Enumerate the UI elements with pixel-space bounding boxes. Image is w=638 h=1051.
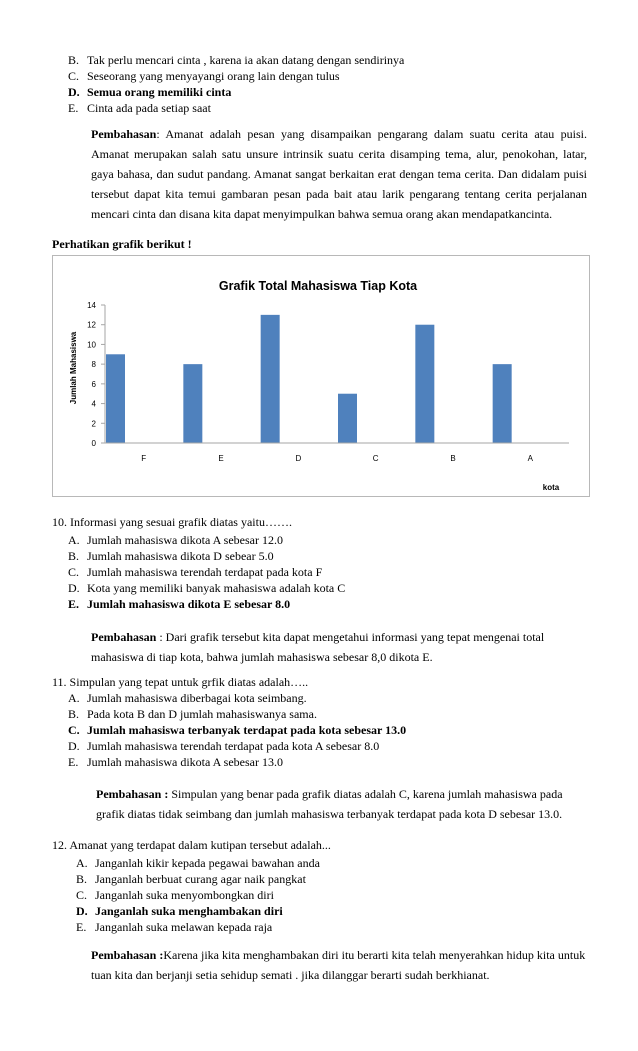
- chart-bar-e: [183, 364, 202, 443]
- q9-option-d: D. Semua orang memiliki cinta: [68, 85, 232, 99]
- q11-pembahasan-text: Simpulan yang benar pada grafik diatas adalah C, karena jumlah mahasiswa pada grafik diatas tidak seimbang dan jumlah mahasiswa terbanyak terdapat pada kota D sebesar 13.0.: [96, 787, 563, 821]
- q11-option-d: D. Jumlah mahasiswa terendah terdapat pada kota A sebesar 8.0: [68, 739, 380, 753]
- chart-x-tick-label: E: [218, 454, 224, 463]
- q12-option-e: E. Janganlah suka melawan kepada raja: [76, 920, 273, 934]
- q10-option-c: C. Jumlah mahasiswa terendah terdapat pada kota F: [68, 565, 323, 579]
- chart-bar-f: [106, 354, 125, 443]
- chart-y-tick-label: 14: [87, 301, 96, 310]
- chart-x-tick-label: A: [527, 454, 534, 463]
- chart-bar-c: [338, 394, 357, 443]
- chart-y-tick-label: 4: [91, 399, 96, 409]
- q12-pembahasan-text: Karena jika kita menghambakan diri itu berarti kita telah menyerahkan hidup kita untuk tuan kita dan berjanji setia sehidup semati . jika dilanggar berarti sudah berkhianat.: [91, 948, 586, 982]
- chart-frame: [52, 255, 590, 497]
- graph-intro: Perhatikan grafik berikut !: [52, 237, 192, 251]
- chart-bar-d: [261, 315, 280, 443]
- q11-option-c: C. Jumlah mahasiswa terbanyak terdapat pada kota sebesar 13.0: [68, 723, 407, 737]
- q12-option-b: B. Janganlah berbuat curang agar naik pangkat: [76, 872, 306, 886]
- q10-title: 10. Informasi yang sesuai grafik diatas yaitu…….: [52, 515, 292, 529]
- chart-x-tick-label: F: [141, 454, 147, 463]
- q11-pembahasan: [96, 784, 588, 824]
- q11-option-a: A. Jumlah mahasiswa diberbagai kota seimbang.: [68, 691, 307, 705]
- chart-y-tick-label: 10: [87, 340, 96, 350]
- chart-y-tick-label: 6: [91, 379, 96, 389]
- q12-option-a: A. Janganlah kikir kepada pegawai bawahan anda: [76, 856, 320, 870]
- chart-bar-a: [493, 364, 512, 443]
- q12-pembahasan: [91, 945, 587, 985]
- chart-y-tick-label: 8: [91, 360, 96, 370]
- chart-y-axis-label: Jumlah Mahasiswa: [69, 331, 78, 405]
- q9-pembahasan-label: Pembahasan: [91, 127, 157, 141]
- q10-option-d: D. Kota yang memiliki banyak mahasiswa adalah kota C: [68, 581, 346, 595]
- chart-x-tick-label: D: [295, 454, 302, 463]
- q10-pembahasan: [91, 627, 587, 667]
- chart-x-tick-label: B: [450, 454, 456, 463]
- chart-y-tick-label: 2: [91, 419, 96, 429]
- q9-option-c: C. Seseorang yang menyayangi orang lain dengan tulus: [68, 69, 340, 83]
- chart-bars: [106, 315, 512, 443]
- chart-y-ticks: [87, 301, 105, 448]
- chart-y-tick-label: 12: [87, 320, 96, 330]
- q11-option-b: B. Pada kota B dan D jumlah mahasiswanya sama.: [68, 707, 317, 721]
- q12-option-c: C. Janganlah suka menyombongkan diri: [76, 888, 274, 902]
- chart-title: Grafik Total Mahasiswa Tiap Kota: [218, 279, 418, 293]
- q9-pembahasan: [91, 124, 587, 224]
- q10-pembahasan-label: Pembahasan: [91, 630, 157, 644]
- chart-x-axis-label: kota: [542, 483, 560, 492]
- q12-title: 12. Amanat yang terdapat dalam kutipan tersebut adalah...: [52, 838, 331, 852]
- chart-bar-b: [415, 325, 434, 443]
- q11-title: 11. Simpulan yang tepat untuk grfik diatas adalah…..: [52, 675, 309, 689]
- q11-pembahasan-label: Pembahasan :: [96, 787, 169, 801]
- q12-option-d: D. Janganlah suka menghambakan diri: [76, 904, 283, 918]
- chart-x-tick-label: C: [372, 454, 379, 463]
- q9-pembahasan-text: : Amanat adalah pesan yang disampaikan pengarang dalam suatu cerita atau puisi. Amanat merupakan salah satu unsure intrinsik suatu cerita disamping tema, alur, penokohan, latar, gaya bahasa, dan sudut pandang. Amanat sangat berkaitan erat dengan tema cerita. Dan didalam puisi tersebut dapat kita temui gambaran pesan pada bait atau larik pengarang tentang cerita perjalanan mencari cinta dan disana kita dapat menyimpulkan bahwa semua orang akan mendapatkancinta.: [91, 127, 587, 221]
- q11-option-e: E. Jumlah mahasiswa dikota A sebesar 13.0: [68, 755, 283, 769]
- q10-option-e: E. Jumlah mahasiswa dikota E sebesar 8.0: [68, 597, 291, 611]
- q9-option-e: E. Cinta ada pada setiap saat: [68, 101, 211, 115]
- q12-pembahasan-label: Pembahasan :: [91, 948, 164, 962]
- q10-option-a: A. Jumlah mahasiswa dikota A sebesar 12.0: [68, 533, 283, 547]
- q9-option-b: B. Tak perlu mencari cinta , karena ia akan datang dengan sendirinya: [68, 53, 405, 67]
- chart-y-tick-label: 0: [91, 439, 96, 448]
- chart-x-ticks: [141, 454, 533, 463]
- q10-pembahasan-text: : Dari grafik tersebut kita dapat mengetahui informasi yang tepat mengenai total mahasiswa di tiap kota, bahwa jumlah mahasiswa sebesar 8,0 dikota E.: [91, 630, 545, 664]
- bar-chart: [53, 256, 589, 496]
- q10-option-b: B. Jumlah mahasiswa dikota D sebear 5.0: [68, 549, 274, 563]
